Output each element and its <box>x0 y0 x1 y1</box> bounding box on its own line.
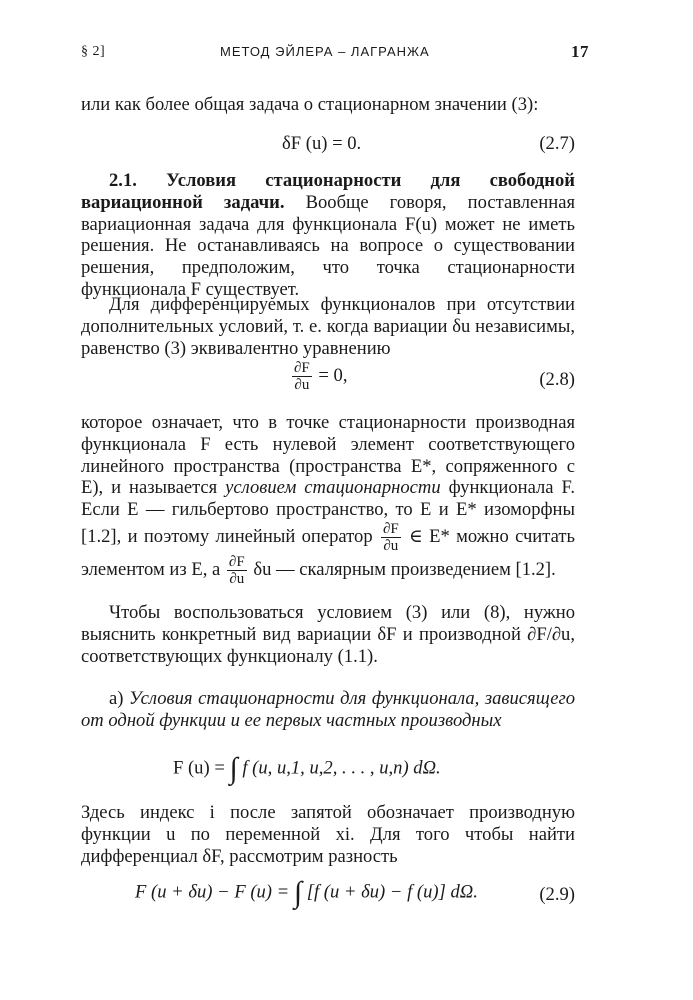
equation-rhs: = 0, <box>318 364 348 386</box>
integral-sign: ∫ <box>229 752 238 785</box>
equation-rhs: f (u, u,1, u,2, . . . , u,n) dΩ. <box>242 757 441 779</box>
equation-2-8-label: (2.8) <box>539 369 575 390</box>
equation-lhs: F (u) = <box>173 757 225 779</box>
equation-lhs: F (u + δu) − F (u) = <box>135 881 290 903</box>
equation-2-9 <box>135 878 478 908</box>
equation-rhs: [f (u + δu) − f (u)] dΩ. <box>306 881 478 903</box>
text-segment: функционала F. Если E — гильбертово пространство, то E и E* изоморфны [1.2], и поэтому линейный оператор <box>81 477 575 547</box>
text-segment: ∈ E* можно считать элементом <box>81 525 575 580</box>
paragraph-stationarity <box>81 412 575 587</box>
fraction-numerator: ∂F <box>294 360 310 376</box>
case-title: Условия стационарности для функционала, зависящего от одной функции и ее первых частных производных <box>81 688 575 731</box>
text-segment: δu — скалярным произведением [1.2]. <box>253 558 556 580</box>
text-segment: из E, а <box>169 558 221 580</box>
section-heading: 2.1. Условия стационарности для свободной вариационной задачи. <box>81 170 575 213</box>
inline-fraction <box>227 554 247 587</box>
paragraph-index: Здесь индекс i после запятой обозначает производную функции u по переменной xi. Для того чтобы найти дифференциал δF, рассмотрим разность <box>81 802 575 867</box>
page-number: 17 <box>571 42 589 61</box>
section-marker: § 2] <box>81 44 106 59</box>
text-segment: которое означает, что в точке стационарности производная функционала F есть нулевой элемент соответствующего линейного пространства (пространства E*, сопряженного с E), и называется <box>81 412 575 499</box>
case-label: а) <box>109 688 124 709</box>
running-title: МЕТОД ЭЙЛЕРА – ЛАГРАНЖА <box>220 44 430 59</box>
fraction-denominator: ∂u <box>383 537 399 554</box>
integral-sign: ∫ <box>293 876 303 909</box>
italic-term: условием стационарности <box>225 477 441 499</box>
equation-functional <box>173 754 441 784</box>
fraction-denominator: ∂u <box>294 377 310 393</box>
paragraph-intro: или как более общая задача о стационарном значении (3): <box>81 94 539 115</box>
paragraph-case-a <box>81 688 575 732</box>
fraction-numerator: ∂F <box>382 520 399 537</box>
section-text: Вообще говоря, поставленная вариационная задача для функционала F(u) может не иметь решения. Не останавливаясь на вопросе о существовании решения, предположим, что точка стационарности функционала F существует. <box>81 191 575 300</box>
equation-2-7-label: (2.7) <box>539 133 575 154</box>
paragraph-variation: Чтобы воспользоваться условием (3) или (8), нужно выяснить конкретный вид вариации δF и производной ∂F/∂u, соответствующих функционалу (1.1). <box>81 602 575 667</box>
inline-fraction <box>381 521 401 554</box>
equation-2-9-label: (2.9) <box>539 884 575 905</box>
partial-fraction <box>292 360 312 393</box>
equation-2-7: δF (u) = 0. <box>282 133 362 154</box>
paragraph-differentiable: Для дифференцируемых функционалов при отсутствии дополнительных условий, т. е. когда вариации δu независимы, равенство (3) эквивалентно уравнению <box>81 294 575 359</box>
equation-2-8 <box>290 360 348 393</box>
fraction-numerator: ∂F <box>228 553 245 570</box>
fraction-denominator: ∂u <box>229 570 245 587</box>
section-2-1 <box>81 170 575 301</box>
